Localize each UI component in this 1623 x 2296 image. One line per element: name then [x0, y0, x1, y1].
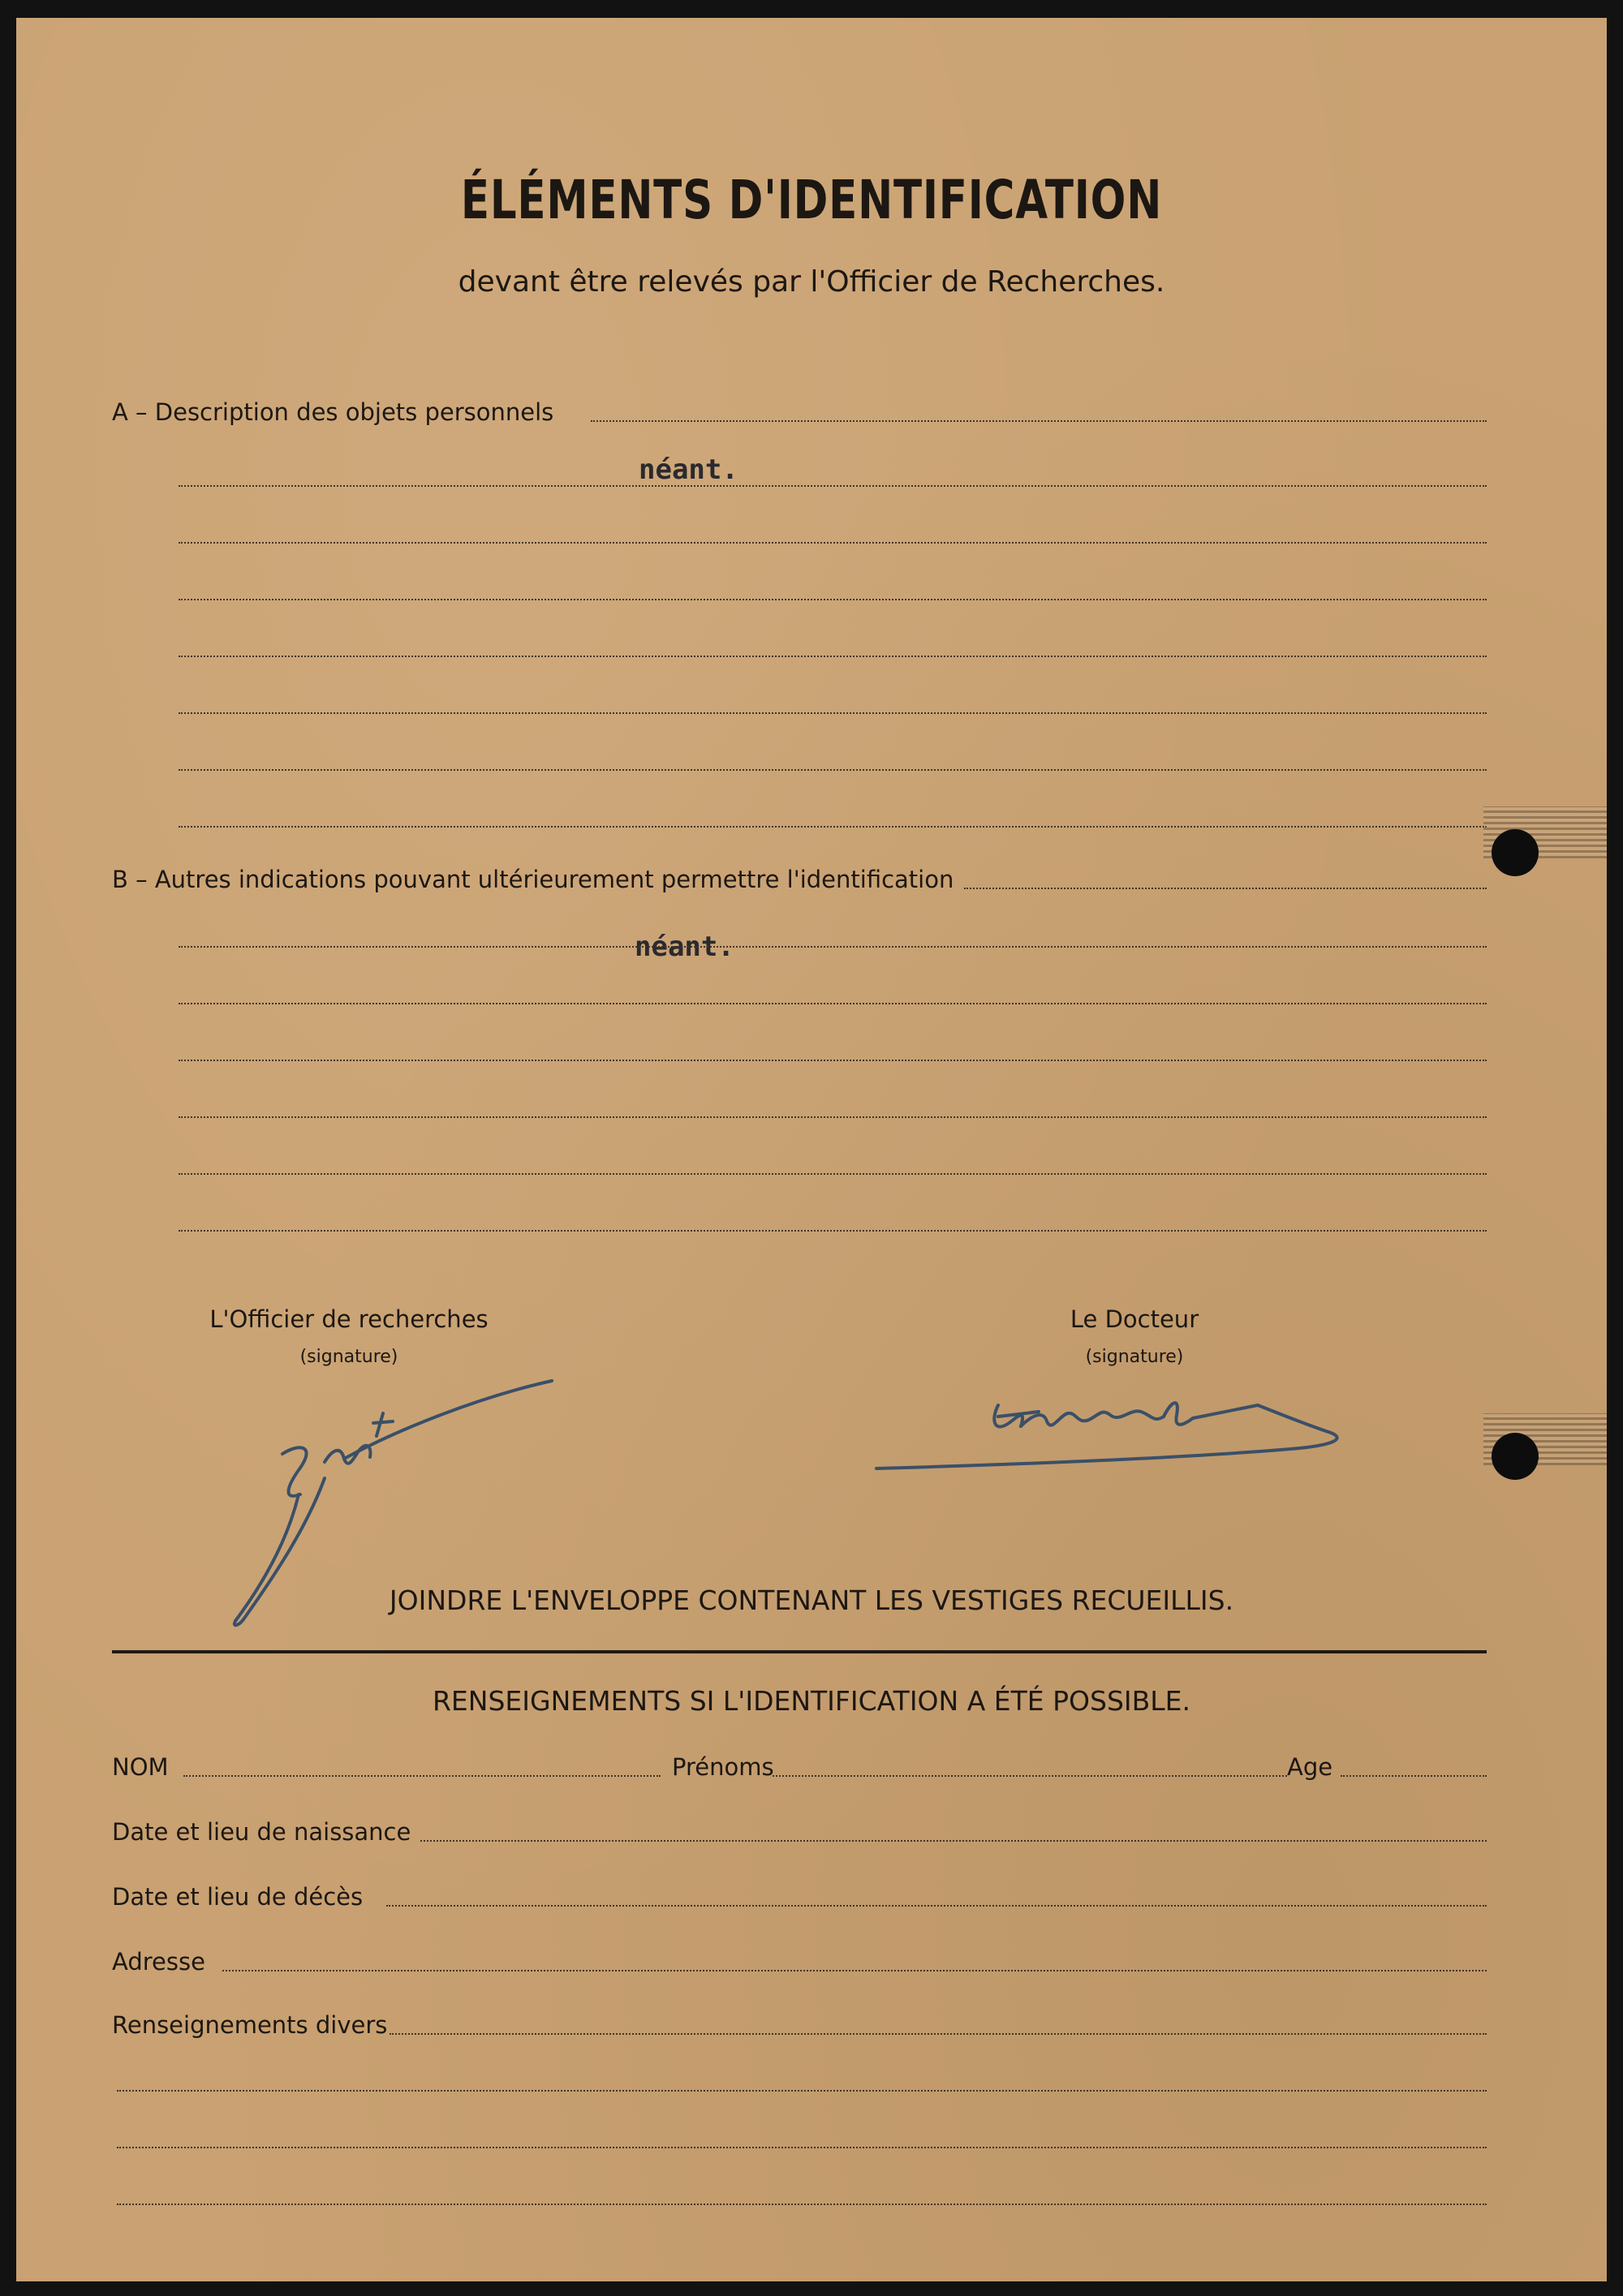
section-a-line-5	[179, 656, 1487, 657]
misc-line-3[interactable]	[117, 2147, 1487, 2148]
nom-field[interactable]	[183, 1775, 661, 1777]
misc-line-4[interactable]	[117, 2204, 1487, 2205]
death-label: Date et lieu de décès	[112, 1883, 364, 1911]
page-subtitle: devant être relevés par l'Officier de Recherches.	[458, 265, 1165, 299]
birth-label: Date et lieu de naissance	[112, 1818, 411, 1846]
section-b-line-4	[179, 1060, 1487, 1061]
address-label: Adresse	[112, 1948, 205, 1976]
misc-label: Renseignements divers	[112, 2011, 388, 2039]
section-b-line-2	[179, 946, 1487, 948]
prenoms-field[interactable]	[773, 1775, 1287, 1777]
section-a-line-7	[179, 769, 1487, 771]
section-b-line-5	[179, 1116, 1487, 1118]
doctor-label: Le Docteur	[1070, 1305, 1199, 1333]
officer-signature-caption: (signature)	[299, 1347, 398, 1367]
address-field[interactable]	[222, 1970, 1487, 1971]
section-divider	[112, 1650, 1487, 1653]
death-field[interactable]	[386, 1905, 1487, 1907]
misc-line-2[interactable]	[117, 2090, 1487, 2092]
section-a-line-6	[179, 712, 1487, 714]
identity-heading: RENSEIGNEMENTS SI L'IDENTIFICATION A ÉTÉ POSSIBLE.	[433, 1685, 1190, 1717]
punch-hole-bottom	[1492, 1433, 1539, 1480]
section-b-line-1	[964, 888, 1487, 889]
officer-label: L'Officier de recherches	[209, 1305, 489, 1333]
doctor-signature	[852, 1373, 1404, 1478]
section-a-line-1	[591, 420, 1487, 422]
page-title: ÉLÉMENTS D'IDENTIFICATION	[460, 169, 1163, 231]
misc-field[interactable]	[390, 2033, 1487, 2035]
section-a-label: A – Description des objets personnels	[112, 398, 554, 426]
section-a-line-8	[179, 826, 1487, 828]
section-b-label: B – Autres indications pouvant ultérieurement permettre l'identification	[112, 866, 954, 893]
section-a-line-4	[179, 599, 1487, 600]
birth-field[interactable]	[420, 1840, 1487, 1842]
nom-label: NOM	[112, 1753, 169, 1781]
doctor-signature-caption: (signature)	[1085, 1347, 1184, 1367]
section-a-entry: néant.	[639, 454, 738, 486]
section-a-line-2	[179, 485, 1487, 487]
section-b-line-3	[179, 1003, 1487, 1004]
section-a-line-3	[179, 542, 1487, 544]
enclosure-note: JOINDRE L'ENVELOPPE CONTENANT LES VESTIGES RECUEILLIS.	[389, 1584, 1234, 1616]
section-b-line-7	[179, 1230, 1487, 1232]
age-field[interactable]	[1341, 1775, 1487, 1777]
section-b-entry: néant.	[635, 931, 734, 963]
form-sheet	[16, 18, 1607, 2281]
section-b-line-6	[179, 1173, 1487, 1175]
age-label: Age	[1287, 1753, 1333, 1781]
prenoms-label: Prénoms	[672, 1753, 774, 1781]
punch-hole-top	[1492, 829, 1539, 876]
